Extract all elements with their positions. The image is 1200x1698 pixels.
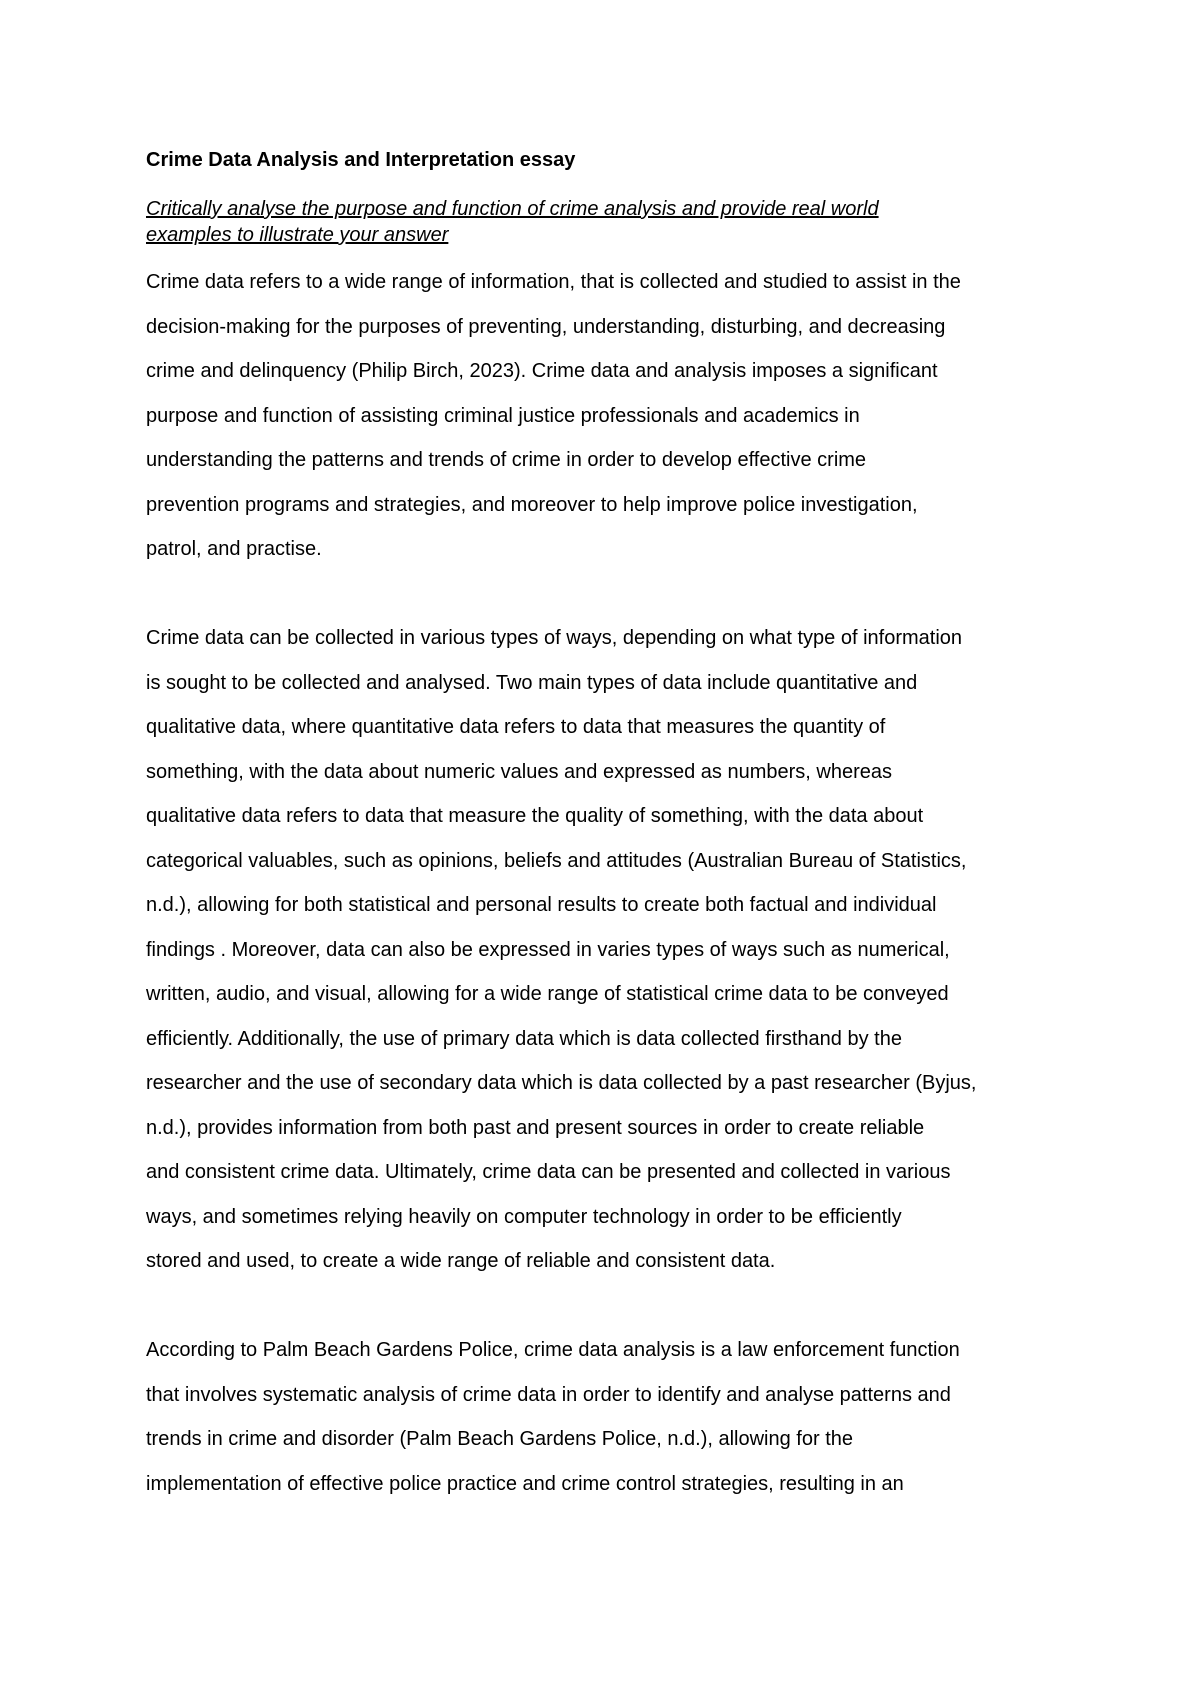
text-line: and consistent crime data. Ultimately, crime data can be presented and collected in various xyxy=(146,1161,951,1183)
text-line: is sought to be collected and analysed. Two main types of data include quantitative and xyxy=(146,671,918,694)
essay-question xyxy=(146,196,1066,248)
text-line: Crime data refers to a wide range of information, that is collected and studied to assist in the xyxy=(146,271,961,293)
text-line: stored and used, to create a wide range of reliable and consistent data. xyxy=(146,1250,776,1272)
essay-question-line: examples to illustrate your answer xyxy=(146,224,449,246)
document-body xyxy=(146,146,1066,1506)
text-line: categorical valuables, such as opinions, beliefs and attitudes (Australian Bureau of Statistics, xyxy=(146,849,967,872)
text-line: According to Palm Beach Gardens Police, crime data analysis is a law enforcement function xyxy=(146,1339,960,1361)
text-line: understanding the patterns and trends of crime in order to develop effective crime xyxy=(146,449,867,471)
text-line: written, audio, and visual, allowing for a wide range of statistical crime data to be conveyed xyxy=(146,983,949,1005)
text-line: researcher and the use of secondary data which is data collected by a past researcher (Byjus, xyxy=(146,1072,977,1094)
paragraph-1 xyxy=(146,260,1066,572)
text-line: implementation of effective police practice and crime control strategies, resulting in an xyxy=(146,1472,904,1495)
text-line: patrol, and practise. xyxy=(146,538,322,560)
text-line: something, with the data about numeric values and expressed as numbers, whereas xyxy=(146,760,892,783)
text-line: Crime data can be collected in various types of ways, depending on what type of information xyxy=(146,627,963,649)
essay-title: Crime Data Analysis and Interpretation essay xyxy=(146,149,576,171)
text-line: qualitative data, where quantitative data refers to data that measures the quantity of xyxy=(146,716,886,738)
text-line: n.d.), provides information from both past and present sources in order to create reliable xyxy=(146,1116,925,1139)
text-line: ways, and sometimes relying heavily on computer technology in order to be efficiently xyxy=(146,1205,902,1228)
text-line: that involves systematic analysis of crime data in order to identify and analyse patterns and xyxy=(146,1383,951,1406)
text-line: n.d.), allowing for both statistical and personal results to create both factual and individual xyxy=(146,894,937,916)
paragraph-3 xyxy=(146,1328,1066,1506)
text-line: trends in crime and disorder (Palm Beach Gardens Police, n.d.), allowing for the xyxy=(146,1428,854,1450)
text-line: prevention programs and strategies, and moreover to help improve police investigation, xyxy=(146,493,918,516)
essay-question-line: Critically analyse the purpose and function of crime analysis and provide real world xyxy=(146,198,879,220)
text-line: findings . Moreover, data can also be expressed in varies types of ways such as numerical, xyxy=(146,938,950,961)
text-line: purpose and function of assisting criminal justice professionals and academics in xyxy=(146,404,860,427)
text-line: crime and delinquency (Philip Birch, 2023). Crime data and analysis imposes a significant xyxy=(146,360,938,382)
text-line: efficiently. Additionally, the use of primary data which is data collected firsthand by the xyxy=(146,1027,902,1050)
text-line: qualitative data refers to data that measure the quality of something, with the data about xyxy=(146,805,924,827)
text-line: decision-making for the purposes of preventing, understanding, disturbing, and decreasing xyxy=(146,315,946,338)
paragraph-2 xyxy=(146,616,1066,1284)
